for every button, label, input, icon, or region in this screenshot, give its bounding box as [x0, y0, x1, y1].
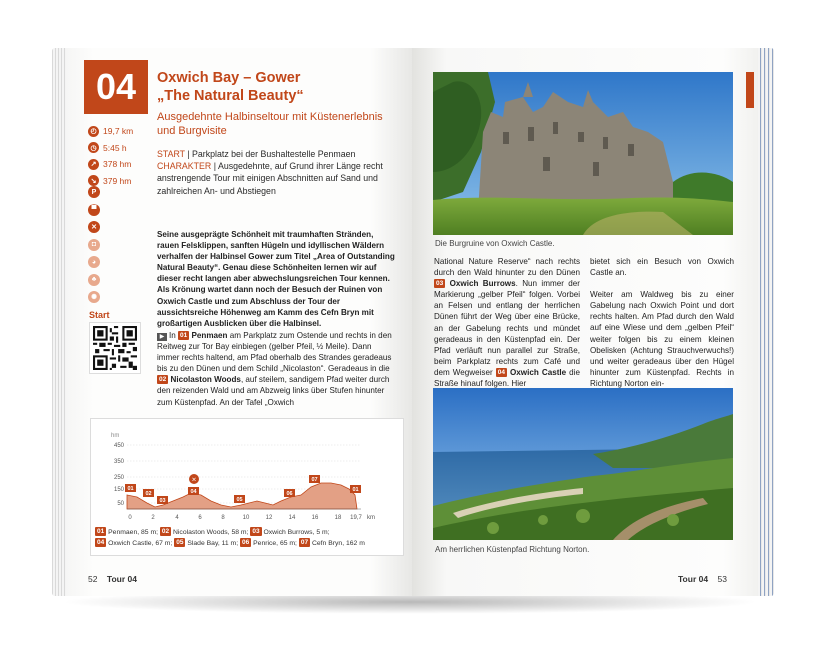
- x-tick: 10: [242, 515, 250, 521]
- svg-text:✕: ✕: [191, 477, 197, 484]
- profile-marker: 04: [190, 489, 197, 495]
- castle-image: [433, 72, 733, 235]
- photo-oxwich-castle: [433, 72, 733, 235]
- tour-title: [157, 69, 397, 105]
- directions-left: ▶ In 01 Penmaen am Parkplatz zum Ostende und rechts in den Reitweg zur Tor Bay einbiegen (gelber Pfeil, ½ Meile). Dann immer rechts haltend, am Pfad oberhalb des Strandes geradeaus bis zu den Dünen und dem Schild „Nicolaston“. Geradeaus in die 02 Nicolaston Woods, auf steilem, sandigem Pfad weiter durch den reizenden Wald und am Abzweig links über Stufen hinunter zum Küstenpfad. An der Tafel „Oxwich: [157, 331, 392, 407]
- y-tick: 250: [113, 475, 124, 481]
- photo-coastal-path: [433, 388, 733, 540]
- y-unit: hm: [111, 433, 120, 439]
- y-tick: 150: [113, 487, 124, 493]
- y-tick: 350: [113, 459, 124, 465]
- tour-title-line2: „The Natural Beauty“: [157, 88, 304, 104]
- x-tick: 2: [151, 515, 155, 521]
- dog-icon: ◕: [88, 256, 100, 268]
- x-tick: 4: [175, 515, 179, 521]
- page-number-right: 53: [717, 574, 727, 584]
- page-number-left: 52: [88, 574, 98, 584]
- caption-coast: Am herrlichen Küstenpfad Richtung Norton.: [435, 545, 590, 554]
- info-start: START | Parkplatz bei der Bushaltestelle Penmaen: [157, 149, 356, 159]
- qr-code[interactable]: [89, 322, 141, 374]
- x-tick: 16: [311, 515, 319, 521]
- food-icon: [189, 474, 199, 484]
- arrow-icon: ▶: [157, 333, 167, 341]
- x-tick: 19,7: [350, 515, 362, 521]
- waypoint-badge: 02: [159, 376, 167, 384]
- x-tick: 6: [198, 515, 202, 521]
- footer-left: [88, 574, 137, 584]
- waypoint-badge: 03: [436, 280, 444, 288]
- cafe-icon: ◘: [88, 239, 100, 251]
- descent-icon: ↘: [88, 175, 99, 186]
- profile-marker: 07: [311, 477, 318, 483]
- caption-castle: Die Burgruine von Oxwich Castle.: [435, 239, 555, 248]
- waypoint-legend: [95, 527, 395, 549]
- waypoint-badge: 01: [180, 332, 188, 339]
- info-character: CHARAKTER | Ausgedehnte, auf Grund ihrer Länge recht anstrengende Tour mit einigen Abschnitten auf Sand und zahlreichen An- und Abstiegen: [157, 161, 383, 196]
- sun-icon: ✺: [88, 291, 100, 303]
- stat-ascent: ↗ 378 hm: [88, 156, 148, 173]
- tour-stats: [88, 123, 148, 189]
- footer-tour-label: Tour 04: [106, 574, 137, 584]
- x-tick: 8: [221, 515, 225, 521]
- family-icon: ♣: [88, 274, 100, 286]
- bus-icon: ▀: [88, 204, 100, 216]
- clock-icon: ◷: [88, 142, 99, 153]
- tour-number-badge: 04: [84, 60, 148, 114]
- waypoint-badge: 04: [497, 368, 505, 376]
- x-tick: 12: [265, 515, 273, 521]
- chapter-tab: [746, 72, 754, 108]
- intro-paragraph: Seine ausgeprägte Schönheit mit traumhaften Stränden, rauen Felsklippen, sanften Hügeln und idyllischen Wäldern verhalfen der Halbinsel Gower zum Titel „Area of Outstanding Natural Beauty“. Genau diese Schönheiten lernen wir auf dieser recht langen aber abwechslungsreichen Tour kennen. Als Krönung wartet dann noch der Besuch der Ruinen von Oxwich Castle und zum Abschluss der Tour der aussichtsreiche Höhenweg am Kamm des Cefn Bryn mit großartigen Ausblicken über die Halbinsel.: [157, 230, 395, 328]
- directions-right-col1: National Nature Reserve“ nach rechts durch den Wald hinunter zu den Dünen 03 Oxwich Burrows. Nun immer der Markierung „gelber Pfeil“ folgen. Vorbei an Felsen und entlang der herrlichen Dünen führt der Weg über eine Brücke, an der Gabelung rechts und mündet geradeaus in den Küstenpfad ein. Der Pfad verläuft nun parallel zur Straße, beim Parkplatz rechts zum Café und dem Wegweiser 04 Oxwich Castle die Straße hinauf folgen. Hier: [434, 257, 580, 389]
- profile-marker: 03: [159, 498, 166, 504]
- tour-title-line1: Oxwich Bay – Gower: [157, 70, 301, 86]
- page-edge-left: [52, 48, 66, 596]
- stat-duration: ◷ 5:45 h: [88, 140, 148, 157]
- legend-row: 01 Penmaen, 85 m; 02 Nicolaston Woods, 58 m; 03 Oxwich Burrows, 5 m;: [97, 528, 330, 536]
- tour-subtitle: Ausgedehnte Halbinseltour mit Küstenerlebnis und Burgvisite: [157, 111, 383, 137]
- x-tick: 18: [334, 515, 342, 521]
- feature-icons: [88, 186, 100, 309]
- legend-row: 04 Oxwich Castle, 67 m; 05 Slade Bay, 11 m; 06 Penrice, 65 m; 07 Cefn Bryn, 162 m: [97, 539, 365, 547]
- profile-marker: 01: [352, 487, 359, 493]
- page-edge-right: [758, 48, 774, 596]
- ascent-icon: ↗: [88, 159, 99, 170]
- footer-tour-label: Tour 04: [678, 574, 709, 584]
- x-tick: 14: [288, 515, 296, 521]
- footer-right: [678, 574, 727, 584]
- food-icon: ✕: [88, 221, 100, 233]
- profile-marker: 06: [286, 491, 293, 497]
- parking-icon: P: [88, 186, 100, 198]
- y-tick: 50: [117, 501, 124, 507]
- y-tick: 450: [113, 443, 124, 449]
- distance-icon: ◴: [88, 126, 99, 137]
- tour-info: [157, 148, 395, 197]
- profile-marker: 01: [127, 486, 134, 492]
- qr-code-icon: [93, 326, 137, 370]
- coast-image: [433, 388, 733, 540]
- stat-distance: ◴ 19,7 km: [88, 123, 148, 140]
- directions-right-col2: bietet sich ein Besuch von Oxwich Castle an. Weiter am Waldweg bis zu einer Gabelung nach Oxwich Point und dort rechts halten. Am Pfad durch den Wald auf eine Wiese und dem „gelben Pfeil“ weiter folgen bis zu einem kleinen Obelisken (Achtung Strauchverwuchs!) und weiter geradeaus über den Hügel hinunter zum Küstenpfad. Rechts in Richtung Norton ein-: [590, 257, 734, 388]
- elevation-chart: [91, 419, 405, 527]
- x-unit: km: [367, 515, 375, 521]
- start-label: Start: [89, 310, 110, 320]
- profile-marker: 05: [236, 497, 243, 503]
- profile-marker: 02: [145, 491, 152, 497]
- stat-descent: ↘ 379 hm: [88, 173, 148, 190]
- x-tick: 0: [128, 515, 132, 521]
